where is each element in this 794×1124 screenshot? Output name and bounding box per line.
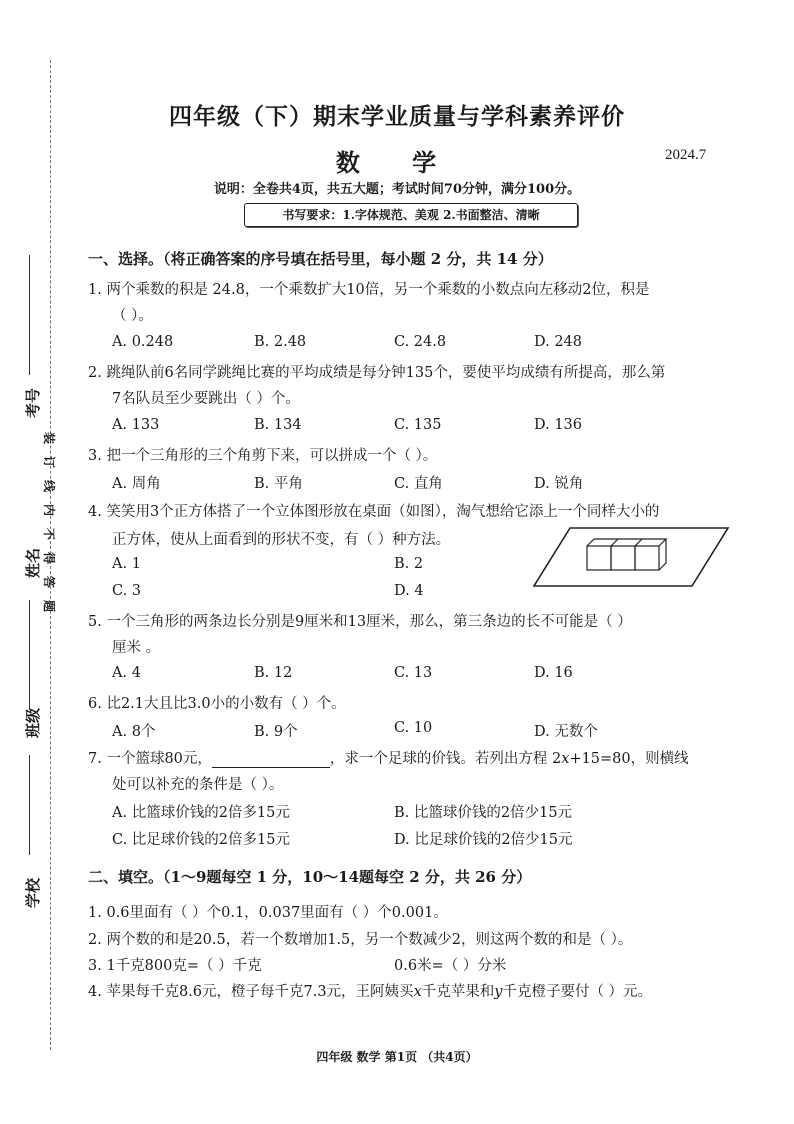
q5-option-d[interactable]: D. 16 — [534, 665, 573, 681]
name-label: 姓名 — [24, 547, 42, 578]
q3-option-d[interactable]: D. 锐角 — [534, 476, 584, 492]
q5-text: 5. 一个三角形的两条边长分别是9厘米和13厘米，那么，第三条边的长不可能是（ ） — [88, 614, 632, 630]
q7-option-c[interactable]: C. 比足球价钱的2倍多15元 — [112, 832, 290, 848]
exam-instructions: 说明：全卷共4页，共五大题；考试时间70分钟，满分100分。 — [213, 182, 581, 197]
q1-text: 1. 两个乘数的积是 24.8，一个乘数扩大10倍，另一个乘数的小数点向左移动2位，积是 — [88, 282, 650, 298]
fill-q3-part2: 0.6米=（ ）分米 — [394, 958, 507, 974]
q1-option-c[interactable]: C. 24.8 — [394, 334, 447, 350]
q6-option-c[interactable]: C. 10 — [394, 720, 433, 736]
fill-q4: 4. 苹果每千克8.6元，橙子每千克7.3元，王阿姨买x千克苹果和y千克橙子要付（ ）元。 — [88, 984, 653, 1000]
exam-number-label: 考号 — [24, 387, 42, 418]
q7-option-a[interactable]: A. 比篮球价钱的2倍多15元 — [112, 805, 290, 821]
q6-text: 6. 比2.1大且比3.0小的小数有（ ）个。 — [88, 696, 346, 712]
q4-option-a[interactable]: A. 1 — [112, 556, 141, 572]
q5-option-a[interactable]: A. 4 — [112, 665, 141, 681]
exam-date: 2024.7 — [665, 147, 707, 163]
section-1-heading: 一、选择。（将正确答案的序号填在括号里，每小题 2 分，共 14 分） — [88, 250, 553, 268]
q4-option-c[interactable]: C. 3 — [112, 583, 142, 599]
fill-q3-part1: 3. 1千克800克=（ ）千克 — [88, 958, 262, 974]
fill-q1: 1. 0.6里面有（ ）个0.1，0.037里面有（ ）个0.001。 — [88, 905, 448, 921]
q1-option-a[interactable]: A. 0.248 — [112, 334, 174, 350]
q3-option-b[interactable]: B. 平角 — [254, 476, 303, 492]
q4-text: 4. 笑笑用3个正方体搭了一个立体图形放在桌面（如图），淘气想给它添上一个同样大小的 — [88, 504, 660, 520]
q1-blank: （ ）。 — [112, 308, 153, 324]
q5-option-b[interactable]: B. 12 — [254, 665, 293, 681]
q5-option-c[interactable]: C. 13 — [394, 665, 433, 681]
q6-option-d[interactable]: D. 无数个 — [534, 724, 598, 740]
writing-requirement-box: 书写要求：1.字体规范、美观 2.书面整洁、清晰 — [244, 203, 578, 227]
class-line — [29, 755, 30, 855]
q4-option-b[interactable]: B. 2 — [394, 556, 424, 572]
q2-option-b[interactable]: B. 134 — [254, 417, 302, 433]
q1-option-b[interactable]: B. 2.48 — [254, 334, 307, 350]
fill-q2: 2. 两个数的和是20.5，若一个数增加1.5，另一个数减少2，则这两个数的和是（ ）。 — [88, 932, 633, 948]
q2-option-a[interactable]: A. 133 — [112, 417, 160, 433]
cubes-on-table-figure — [532, 524, 732, 596]
q1-option-d[interactable]: D. 248 — [534, 334, 583, 350]
exam-number-line — [29, 255, 30, 375]
q2-text-2: 7名队员至少要跳出（ ）个。 — [112, 391, 300, 407]
q7-option-d[interactable]: D. 比足球价钱的2倍少15元 — [394, 832, 573, 848]
page-footer: 四年级 数学 第1页 （共4页） — [316, 1050, 478, 1064]
q4-option-d[interactable]: D. 4 — [394, 583, 424, 599]
q5-text-2: 厘米 。 — [112, 640, 161, 656]
q3-option-c[interactable]: C. 直角 — [394, 476, 443, 492]
q3-text: 3. 把一个三角形的三个角剪下来，可以拼成一个（ ）。 — [88, 448, 438, 464]
q2-option-d[interactable]: D. 136 — [534, 417, 583, 433]
q4-text-2: 正方体，使从上面看到的形状不变，有（ ）种方法。 — [112, 532, 451, 548]
section-2-heading: 二、填空。（1～9题每空 1 分，10～14题每空 2 分，共 26 分） — [88, 868, 532, 886]
q2-option-c[interactable]: C. 135 — [394, 417, 442, 433]
class-label: 班级 — [24, 707, 42, 738]
subject-title: 数 学 — [335, 149, 459, 177]
name-line — [29, 600, 30, 710]
q7-text-2: 处可以补充的条件是（ ）。 — [112, 777, 284, 793]
q7-option-b[interactable]: B. 比篮球价钱的2倍少15元 — [394, 805, 573, 821]
q7-blank-line[interactable] — [212, 751, 330, 768]
exam-title: 四年级（下）期末学业质量与学科素养评价 — [169, 104, 625, 130]
binding-warning: 装订线内不得答题 — [42, 432, 56, 625]
q6-option-a[interactable]: A. 8个 — [112, 724, 156, 740]
q6-option-b[interactable]: B. 9个 — [254, 724, 298, 740]
q7-text: 7. 一个篮球80元， ，求一个足球的价钱。若列出方程 2x+15=80，则横线 — [88, 751, 689, 767]
school-label: 学校 — [24, 877, 42, 908]
q2-text: 2. 跳绳队前6名同学跳绳比赛的平均成绩是每分钟135个，要使平均成绩有所提高，那么第 — [88, 365, 666, 381]
q3-option-a[interactable]: A. 周角 — [112, 476, 161, 492]
